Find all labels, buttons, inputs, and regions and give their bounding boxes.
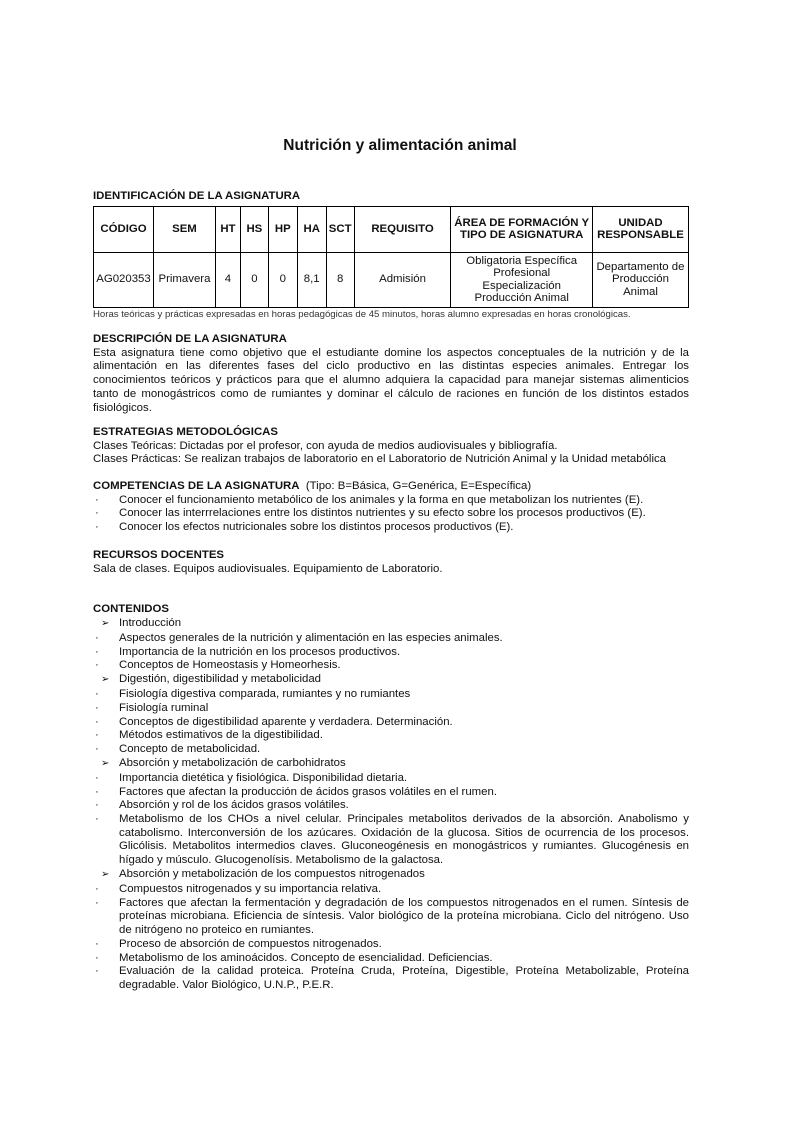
bullet-icon: · — [95, 883, 99, 896]
list-item — [93, 716, 689, 730]
cell-ht: 4 — [215, 252, 240, 307]
list-item-text: Evaluación de la calidad proteica. Proteína Cruda, Proteína, Digestible, Proteína Metabolizable, Proteína degradable. Valor Biológico, U.N.P., P.E.R. — [119, 965, 689, 991]
list-item — [93, 965, 689, 992]
header-sct: SCT — [326, 206, 354, 252]
competencias-tipo: (Tipo: B=Básica, G=Genérica, E=Específica) — [305, 480, 532, 492]
list-item — [93, 659, 689, 673]
list-item — [93, 688, 689, 702]
descripcion-heading: DESCRIPCIÓN DE LA ASIGNATURA — [93, 333, 287, 345]
identificacion-table — [93, 206, 689, 308]
list-item-text: Conocer el funcionamiento metabólico de los animales y la forma en que metabolizan los nutrientes (E). — [119, 493, 644, 506]
list-item-text: Métodos estimativos de la digestibilidad. — [119, 729, 323, 742]
bullet-icon: · — [95, 813, 99, 826]
list-item-text: Factores que afectan la producción de ácidos grasos volátiles en el rumen. — [119, 785, 498, 798]
competencia-item — [93, 521, 689, 535]
recursos-text: Sala de clases. Equipos audiovisuales. Equipamiento de Laboratorio. — [93, 562, 443, 575]
header-sem: SEM — [153, 206, 215, 252]
list-item-text: Conceptos de Homeostasis y Homeorhesis. — [119, 659, 341, 672]
estrategias-section — [93, 426, 689, 467]
list-item-text: Absorción y metabolización de carbohidratos — [119, 756, 346, 769]
list-item — [93, 938, 689, 952]
list-item-text: Aspectos generales de la nutrición y alimentación en las especies animales. — [119, 631, 503, 644]
descripcion-text: Esta asignatura tiene como objetivo que el estudiante domine los aspectos conceptuales de la nutrición y de la alimentación en las diferentes fases del ciclo productivo en las distintas especies animales. Entregar los conocimientos teóricos y prácticos para que el alumno adquiera la capacidad para manejar sistemas alimenticios tanto de monogástricos como de rumiantes y dominar el cálculo de raciones en función de los distintos estados fisiológicos. — [93, 346, 689, 414]
list-item-text: Conocer los efectos nutricionales sobre los distintos procesos productivos (E). — [119, 521, 514, 534]
competencia-item — [93, 507, 689, 521]
cell-codigo: AG020353 — [94, 252, 154, 307]
header-hp: HP — [268, 206, 297, 252]
header-ht: HT — [215, 206, 240, 252]
cell-sct: 8 — [326, 252, 354, 307]
contenidos-section — [93, 603, 689, 993]
list-item-text: Fisiología ruminal — [119, 701, 209, 714]
list-item — [93, 897, 689, 938]
competencias-heading: COMPETENCIAS DE LA ASIGNATURA — [93, 480, 300, 492]
list-item — [93, 702, 689, 716]
bullet-icon: · — [95, 937, 99, 950]
unit-title — [93, 617, 689, 631]
estrategias-heading: ESTRATEGIAS METODOLÓGICAS — [93, 426, 279, 438]
unit-title — [93, 757, 689, 771]
descripcion-section — [93, 333, 689, 415]
bullet-icon: · — [95, 715, 99, 728]
list-item — [93, 813, 689, 868]
cell-unidad: Departamento de Producción Animal — [592, 252, 688, 307]
estrategias-line: Clases Teóricas: Dictadas por el profesor, con ayuda de medios audiovisuales y bibliografía. — [93, 439, 558, 452]
list-item — [93, 632, 689, 646]
list-item-text: Concepto de metabolicidad. — [119, 743, 261, 756]
bullet-icon: · — [95, 631, 99, 644]
bullet-icon: · — [95, 951, 99, 964]
unit-title — [93, 673, 689, 687]
identificacion-section — [93, 190, 689, 321]
list-item — [93, 646, 689, 660]
list-item-text: Metabolismo de los CHOs a nivel celular. Principales metabolitos derivados de la absorción. Anabolismo y catabolismo. Interconversión de los azúcares. Oxidación de la glucosa. Sitios de ocurrencia de los procesos. Glicólisis. Metabolitos intermedios claves. Gluconeogénesis en monogástricos y rumiantes. Glucogénesis en hígado y músculo. Glucogenolísis. Metabolismo de la galactosa. — [119, 813, 689, 867]
contenidos-list — [93, 617, 689, 993]
contenidos-heading: CONTENIDOS — [93, 603, 169, 615]
bullet-icon: · — [95, 896, 99, 909]
estrategias-line: Clases Prácticas: Se realizan trabajos de laboratorio en el Laboratorio de Nutrición Animal y la Unidad metabólica — [93, 453, 667, 466]
arrow-bullet-icon: ➢ — [101, 868, 110, 880]
list-item-text: Proceso de absorción de compuestos nitrogenados. — [119, 937, 382, 950]
bullet-icon: · — [95, 701, 99, 714]
bullet-icon: · — [95, 743, 99, 756]
list-item-text: Conceptos de digestibilidad aparente y verdadera. Determinación. — [119, 715, 453, 728]
arrow-bullet-icon: ➢ — [101, 674, 110, 686]
competencias-list — [93, 494, 689, 535]
header-area: ÁREA DE FORMACIÓN Y TIPO DE ASIGNATURA — [451, 206, 593, 252]
arrow-bullet-icon: ➢ — [101, 757, 110, 769]
bullet-icon: · — [95, 659, 99, 672]
bullet-icon: · — [95, 965, 99, 978]
identificacion-heading: IDENTIFICACIÓN DE LA ASIGNATURA — [93, 190, 301, 202]
competencia-item — [93, 494, 689, 508]
competencias-heading-line — [93, 480, 689, 494]
cell-ha: 8,1 — [297, 252, 326, 307]
list-item-text: Importancia de la nutrición en los procesos productivos. — [119, 645, 401, 658]
list-item-text: Metabolismo de los aminoácidos. Concepto de esencialidad. Deficiencias. — [119, 951, 493, 964]
list-item-text: Introducción — [119, 616, 182, 629]
recursos-section — [93, 549, 689, 576]
list-item-text: Digestión, digestibilidad y metabolicidad — [119, 673, 321, 686]
list-item — [93, 729, 689, 743]
table-row — [94, 252, 689, 307]
header-unidad: UNIDAD RESPONSABLE — [592, 206, 688, 252]
list-item-text: Absorción y rol de los ácidos grasos volátiles. — [119, 799, 349, 812]
hours-note: Horas teóricas y prácticas expresadas en horas pedagógicas de 45 minutos, horas alumno expresadas en horas cronológicas. — [93, 308, 631, 320]
cell-requisito: Admisión — [354, 252, 451, 307]
cell-hs: 0 — [240, 252, 268, 307]
bullet-icon: · — [95, 645, 99, 658]
header-ha: HA — [297, 206, 326, 252]
table-header-row — [94, 206, 689, 252]
list-item-text: Importancia dietética y fisiológica. Disponibilidad dietaria. — [119, 771, 408, 784]
arrow-bullet-icon: ➢ — [101, 617, 110, 629]
bullet-icon: · — [95, 688, 99, 701]
bullet-icon: · — [95, 799, 99, 812]
list-item-text: Conocer las interrrelaciones entre los distintos nutrientes y su efecto sobre los procesos productivos (E). — [119, 507, 646, 520]
bullet-icon: · — [95, 771, 99, 784]
list-item — [93, 743, 689, 757]
list-item — [93, 799, 689, 813]
list-item — [93, 772, 689, 786]
competencias-section — [93, 480, 689, 535]
unit-title — [93, 868, 689, 882]
cell-area: Obligatoria Específica Profesional Especialización Producción Animal — [451, 252, 593, 307]
cell-hp: 0 — [268, 252, 297, 307]
list-item-text: Absorción y metabolización de los compuestos nitrogenados — [119, 867, 425, 880]
bullet-icon: · — [95, 493, 99, 506]
header-hs: HS — [240, 206, 268, 252]
recursos-heading: RECURSOS DOCENTES — [93, 549, 225, 561]
bullet-icon: · — [95, 729, 99, 742]
header-requisito: REQUISITO — [354, 206, 451, 252]
list-item — [93, 786, 689, 800]
bullet-icon: · — [95, 521, 99, 534]
list-item — [93, 952, 689, 966]
list-item — [93, 883, 689, 897]
cell-sem: Primavera — [153, 252, 215, 307]
header-codigo: CÓDIGO — [94, 206, 154, 252]
list-item-text: Factores que afectan la fermentación y degradación de los compuestos nitrogenados en el rumen. Síntesis de proteínas microbiana. Eficiencia de síntesis. Valor biológico de la proteína microbiana. Ciclo del nitrógeno. Uso de nitrógeno no proteico en rumiantes. — [119, 896, 689, 937]
document-title: Nutrición y alimentación animal — [283, 137, 517, 154]
bullet-icon: · — [95, 507, 99, 520]
list-item-text: Fisiología digestiva comparada, rumiantes y no rumiantes — [119, 688, 411, 701]
bullet-icon: · — [95, 785, 99, 798]
list-item-text: Compuestos nitrogenados y su importancia relativa. — [119, 883, 382, 896]
